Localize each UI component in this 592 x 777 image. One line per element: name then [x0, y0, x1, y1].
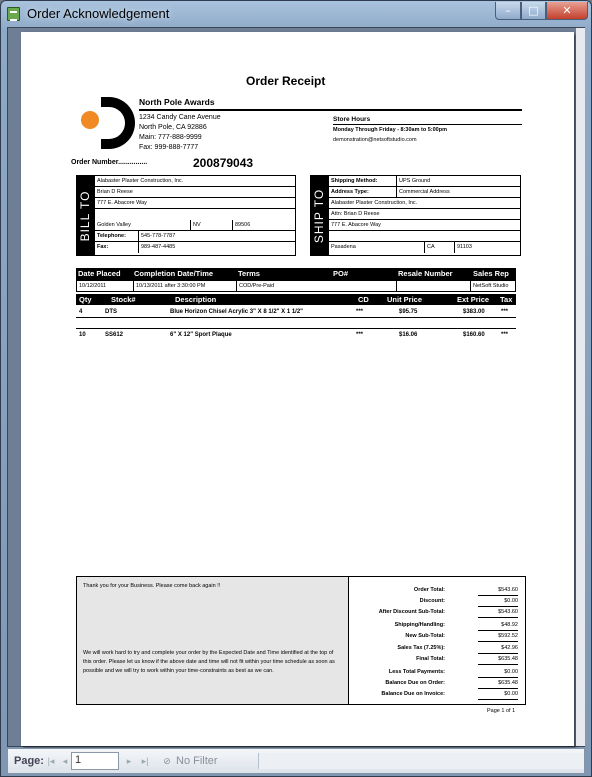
ship-to-company: Alabaster Plaster Construction, Inc. — [329, 198, 520, 209]
bill-to-fax-label: Fax: — [95, 242, 139, 253]
status-bar — [7, 748, 585, 774]
terms: COD/Pre-Paid — [237, 281, 397, 292]
order-number: 200879043 — [193, 156, 254, 170]
col-po: PO# — [333, 269, 349, 278]
window-title: Order Acknowledgement — [27, 6, 170, 21]
ship-to-street: 777 E. Abacore Way — [329, 220, 520, 231]
ship-to-tab: SHIP TO — [310, 175, 328, 256]
title-bar[interactable] — [1, 1, 591, 27]
col-tax: Tax — [500, 295, 513, 304]
total-value: $48.92 — [501, 622, 518, 628]
bill-to-tab: BILL TO — [76, 175, 94, 256]
store-hours-heading: Store Hours — [333, 116, 371, 123]
company-logo — [81, 97, 133, 149]
vertical-scrollbar[interactable] — [576, 28, 585, 746]
total-label: Sales Tax (7.25%): — [397, 645, 445, 651]
no-filter-button[interactable]: No Filter — [176, 755, 218, 767]
minimize-button[interactable]: – — [495, 2, 521, 20]
total-value: $543.60 — [498, 587, 518, 593]
next-page-button[interactable]: ▸ — [126, 756, 132, 766]
previous-page-button[interactable]: ◂ — [62, 756, 68, 766]
col-completion: Completion Date/Time — [134, 269, 214, 278]
resale-number — [397, 281, 471, 292]
horizontal-scrollbar[interactable] — [258, 753, 584, 769]
col-cd: CD — [358, 295, 369, 304]
total-value: $543.60 — [498, 609, 518, 615]
col-description: Description — [175, 295, 217, 304]
company-address1: 1234 Candy Cane Avenue — [139, 114, 221, 121]
col-sales-rep: Sales Rep — [473, 269, 509, 278]
ship-method: UPS Ground — [397, 176, 520, 187]
store-hours-line: Monday Through Friday - 8:30am to 5:00pm — [333, 127, 447, 133]
total-label: Final Total: — [416, 656, 445, 662]
total-value: $42.96 — [501, 645, 518, 651]
date-placed: 10/12/2011 — [77, 281, 134, 292]
total-label: Order Total: — [413, 587, 445, 593]
ship-to-zip: 91103 — [457, 244, 472, 250]
total-label: Balance Due on Order: — [385, 680, 445, 686]
order-header-values — [76, 280, 516, 292]
ship-to-state: CA — [425, 242, 455, 253]
col-stock: Stock# — [111, 295, 136, 304]
total-value: $0.00 — [504, 598, 518, 604]
ship-to-box — [328, 175, 521, 256]
page-number-input[interactable]: 1 — [71, 752, 119, 770]
bill-to-company: Alabaster Plaster Construction, Inc. — [95, 176, 295, 187]
order-number-label: Order Number............... — [71, 159, 148, 166]
bill-to-phone-label: Telephone: — [95, 231, 139, 242]
ship-method-label: Shipping Method: — [329, 176, 397, 187]
total-value: $0.00 — [504, 669, 518, 675]
total-label: Balance Due on Invoice: — [381, 691, 445, 697]
last-page-button[interactable]: ▸| — [141, 756, 149, 766]
company-address2: North Pole, CA 92886 — [139, 124, 207, 131]
access-report-icon — [7, 7, 20, 21]
completion-note: We will work hard to try and complete your order by the Expected Date and Time identified at the top of this order. Please let us know if the above date and time will not fit within your time schedule as soon as possible and we will try to work within your time-constraints as best as we can. — [83, 650, 335, 674]
completion-date: 10/13/2011 after 3:30:00 PM — [134, 281, 237, 292]
bill-to-phone: 545-778-7787 — [139, 231, 295, 242]
col-unit-price: Unit Price — [387, 295, 423, 304]
bill-to-fax: 989-487-4485 — [141, 244, 176, 250]
maximize-button[interactable]: □ — [521, 2, 546, 20]
filter-icon: ⊘ — [163, 756, 171, 766]
footer-notes — [76, 576, 349, 705]
total-label: After Discount Sub-Total: — [378, 609, 445, 615]
bill-to-zip: 89506 — [233, 220, 295, 231]
thank-you-note: Thank you for your Business. Please come back again !! — [83, 583, 221, 589]
close-button[interactable]: ✕ — [546, 2, 588, 20]
page-footer: Page 1 of 1 — [487, 708, 516, 714]
total-value: $0.00 — [504, 691, 518, 697]
order-header-bar — [76, 268, 516, 280]
company-main-phone: Main: 777-888-9999 — [139, 134, 202, 141]
total-label: Shipping/Handling: — [394, 622, 445, 628]
items-header-bar — [76, 294, 516, 305]
col-resale: Resale Number — [398, 269, 453, 278]
report-title: Order Receipt — [246, 74, 326, 88]
total-label: New Sub-Total: — [405, 633, 445, 639]
col-ext-price: Ext Price — [457, 295, 490, 304]
company-fax: Fax: 999-888-7777 — [139, 144, 199, 151]
report-page: Order Receipt North Pole Awards 1234 Candy Cane Avenue North Pole, CA 92886 Main: 777-888-9999 Fax: 999-888-7777 Store Hours Monday Through Friday - 8:30am to 5:00pm demonstration@netsoftstudio.com Order Number............... 200879043 BILL TO Alabaster Plaster Construction, Inc. Brian D Reese 777 E. Abacore Way Golden Valley NV 89506 Telephone: 545-778-7787 Fax: 989-487-4485 SHIP TO Shipping Method: UPS Ground Address Type: Commercial Address Alabaster Plaster Construction, Inc. Attn: Brian D Reese 777 E. Abacore Way Pasadena CA 91103 Date Placed Completion Date/Time Terms PO# Resale Number Sales Rep 10/12/2011 10/13/2011 after 3:30:00 PM COD/Pre-Paid NetSoft Studio Qty Stock# Description CD Unit Price Ext Price Tax 4 DTS Blue Horizon Chisel Acrylic 3" X 8 1/2" X 1 1/2" *** $95.75 $383.00 *** 10 SS612 6" X 12" Sport Plaque *** $16.06 $160.60 *** Thank you for your Business. Please come back again !! We will work hard to try and complete your order by the Expected Date and Time identified at the top of this order. Please let us know if the above date and time will not fit within your time schedule as soon as possible and we will try to work within your time-constraints as best as we can. Order Total: $543.60 Discount: $0.00 After Discount Sub-Total: $543.60 Shipping/Handling: $48.92 New Sub-Total: $592.52 Sales Tax (7.25%): $42.96 Final Total: $635.48 Less Total Payments: $0.00 Balance Due on Order: $635.48 Balance Due on Invoice: $0.00 Page 1 of 1 — [21, 32, 574, 746]
total-label: Discount: — [419, 598, 445, 604]
total-value: $635.48 — [498, 680, 518, 686]
total-value: $592.52 — [498, 633, 518, 639]
col-qty: Qty — [79, 295, 92, 304]
bill-to-street: 777 E. Abacore Way — [95, 198, 295, 209]
bill-to-state: NV — [191, 220, 233, 231]
page-label: Page: — [14, 755, 44, 767]
address-type-label: Address Type: — [329, 187, 397, 198]
report-viewport[interactable] — [7, 27, 585, 747]
first-page-button[interactable]: |◂ — [47, 756, 55, 766]
total-value: $635.48 — [498, 656, 518, 662]
total-label: Less Total Payments: — [388, 669, 445, 675]
sales-rep: NetSoft Studio — [473, 283, 509, 289]
company-name: North Pole Awards — [139, 97, 215, 107]
address-type: Commercial Address — [397, 187, 520, 198]
col-terms: Terms — [238, 269, 260, 278]
bill-to-city: Golden Valley — [95, 220, 191, 231]
bill-to-box — [94, 175, 296, 256]
col-date-placed: Date Placed — [78, 269, 121, 278]
bill-to-name: Brian D Reese — [95, 187, 295, 198]
ship-to-city: Pasadena — [329, 242, 425, 253]
ship-to-attn: Attn: Brian D Reese — [329, 209, 520, 220]
store-email: demonstration@netsoftstudio.com — [333, 137, 417, 143]
